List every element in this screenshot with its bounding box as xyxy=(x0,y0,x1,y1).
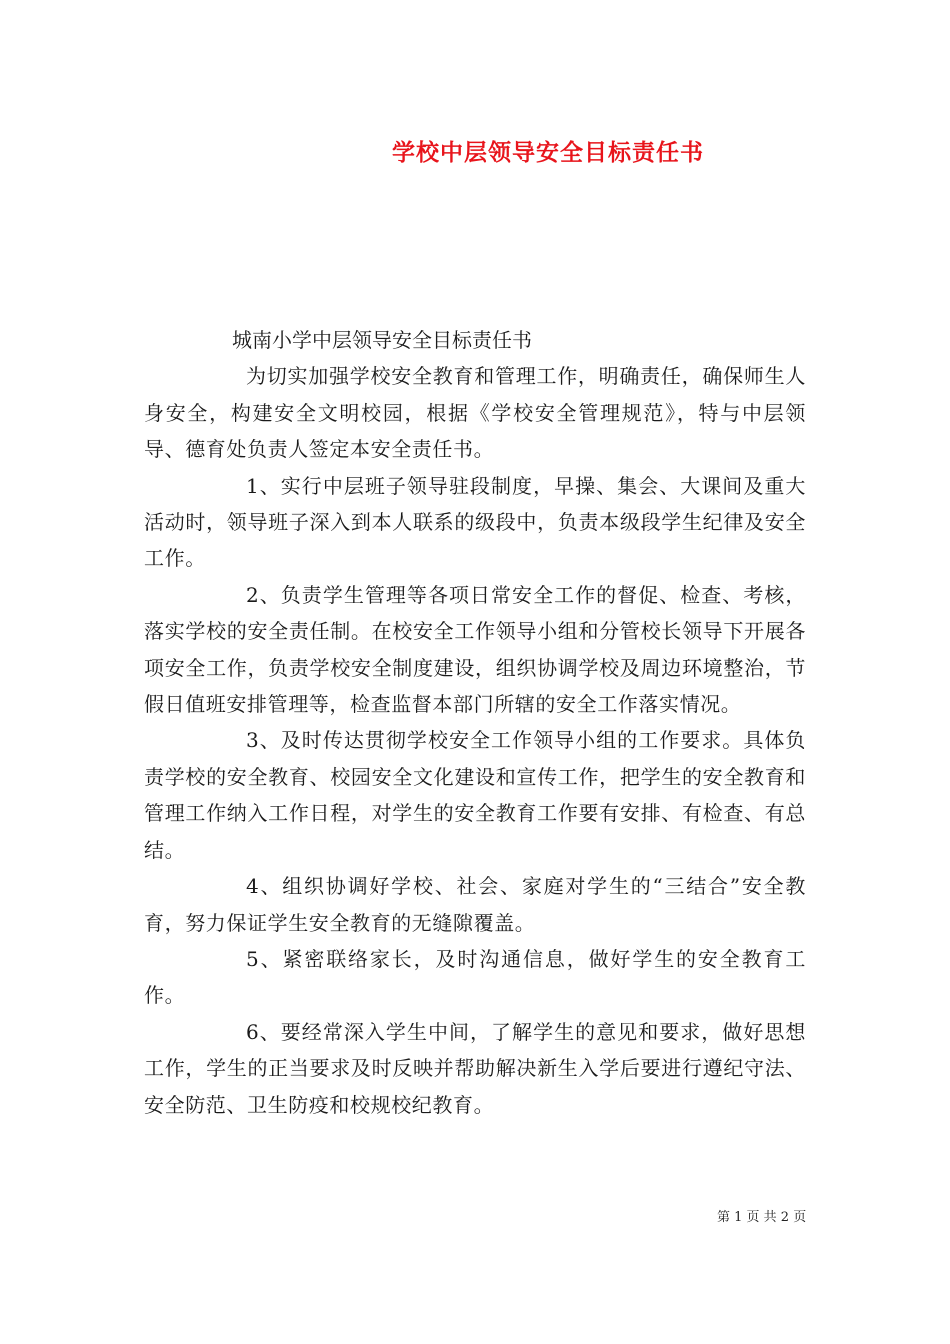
page-number: 第 1 页 共 2 页 xyxy=(717,1210,807,1225)
paragraph-intro: 为切实加强学校安全教育和管理工作，明确责任，确保师生人身安全，构建安全文明校园，根据《学校安全管理规范》，特与中层领导、德育处负责人签定本安全责任书。 xyxy=(144,364,806,462)
paragraph-item-6: 6、要经常深入学生中间，了解学生的意见和要求，做好思想工作，学生的正当要求及时反映并帮助解决新生入学后要进行遵纪守法、安全防范、卫生防疫和校规校纪教育。 xyxy=(144,1019,806,1117)
paragraph-item-5: 5、紧密联络家长，及时沟通信息，做好学生的安全教育工作。 xyxy=(144,946,806,1008)
paragraph-item-2: 2、负责学生管理等各项日常安全工作的督促、检查、考核，落实学校的安全责任制。在校安全工作领导小组和分管校长领导下开展各项安全工作，负责学校安全制度建设，组织协调学校及周边环境整治，节假日值班安排管理等，检查监督本部门所辖的安全工作落实情况。 xyxy=(144,582,806,717)
paragraph-item-3: 3、及时传达贯彻学校安全工作领导小组的工作要求。具体负责学校的安全教育、校园安全文化建设和宣传工作，把学生的安全教育和管理工作纳入工作日程，对学生的安全教育工作要有安排、有检查、有总结。 xyxy=(144,728,806,862)
paragraph-item-1: 1、实行中层班子领导驻段制度，早操、集会、大课间及重大活动时，领导班子深入到本人联系的级段中，负责本级段学生纪律及安全工作。 xyxy=(144,473,806,571)
document-title: 学校中层领导安全目标责任书 xyxy=(392,139,704,166)
document-subtitle: 城南小学中层领导安全目标责任书 xyxy=(232,328,532,352)
paragraph-item-4: 4、组织协调好学校、社会、家庭对学生的“三结合”安全教育，努力保证学生安全教育的无缝隙覆盖。 xyxy=(144,874,806,935)
document-body xyxy=(144,322,806,1123)
